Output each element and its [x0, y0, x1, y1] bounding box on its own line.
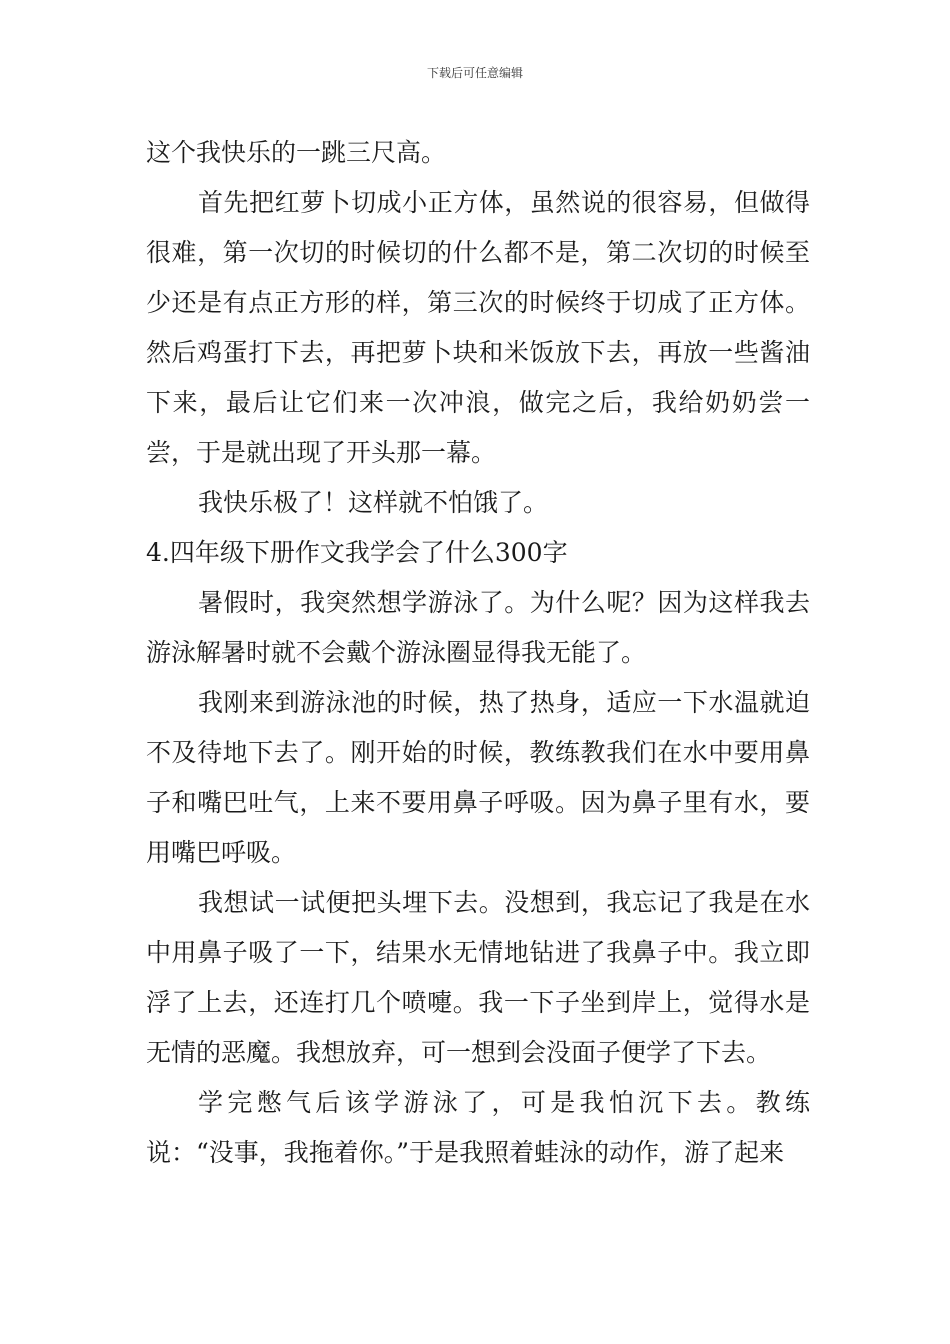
- paragraph: 学完憋气后该学游泳了，可是我怕沉下去。教练说：“没事，我拖着你。”于是我照着蛙泳的动作，游了起来: [146, 1088, 810, 1167]
- section-heading: 4.四年级下册作文我学会了什么300字: [146, 538, 568, 567]
- paragraph: 我快乐极了！这样就不怕饿了。: [198, 488, 549, 517]
- paragraph: 我想试一试便把头埋下去。没想到，我忘记了我是在水中用鼻子吸了一下，结果水无情地钻进了我鼻子中。我立即浮了上去，还连打几个喷嚏。我一下子坐到岸上，觉得水是无情的恶魔。我想放弃，可一想到会没面子便学了下去。: [146, 888, 810, 1067]
- paragraph: 这个我快乐的一跳三尺高。: [146, 138, 447, 167]
- document-body: [146, 128, 810, 1178]
- paragraph: 首先把红萝卜切成小正方体，虽然说的很容易，但做得很难，第一次切的时候切的什么都不是，第二次切的时候至少还是有点正方形的样，第三次的时候终于切成了正方体。然后鸡蛋打下去，再把萝卜块和米饭放下去，再放一些酱油下来，最后让它们来一次冲浪，做完之后，我给奶奶尝一尝，于是就出现了开头那一幕。: [146, 188, 810, 467]
- paragraph: 我刚来到游泳池的时候，热了热身，适应一下水温就迫不及待地下去了。刚开始的时候，教练教我们在水中要用鼻子和嘴巴吐气，上来不要用鼻子呼吸。因为鼻子里有水，要用嘴巴呼吸。: [146, 688, 810, 867]
- paragraph: 暑假时，我突然想学游泳了。为什么呢？因为这样我去游泳解暑时就不会戴个游泳圈显得我无能了。: [146, 588, 810, 667]
- page-header: 下载后可任意编辑: [426, 66, 523, 80]
